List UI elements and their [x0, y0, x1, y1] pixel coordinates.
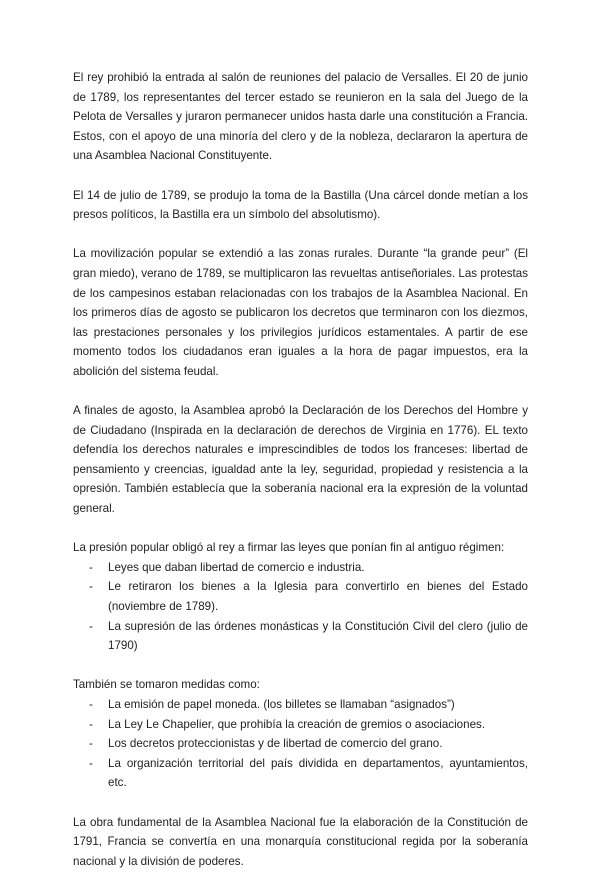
bullet-dash: -: [89, 619, 93, 633]
bullet-dash: -: [89, 698, 93, 711]
paragraph-constitucion-1791: La obra fundamental de la Asamblea Nacional fue la elaboración de la Constitución de 1791, Francia se convertía en una monarquía constitucional regida por la soberanía nacional y la división de poderes.: [73, 815, 528, 868]
list-item: [73, 558, 528, 578]
paragraph-medidas: También se tomaron medidas como:: [73, 678, 260, 692]
paragraph-declaracion: A finales de agosto, la Asamblea aprobó la Declaración de los Derechos del Hombre y de Ciudadano (Inspirada en la declaración de derechos de Virginia en 1776). EL texto defendía los derechos naturales e imprescindibles de todos los franceses: libertad de pensamiento y creencias, igualdad ante la ley, seguridad, propiedad y resistencia a la opresión. También establecía que la soberanía nacional era la expresión de la voluntad general.: [73, 404, 528, 516]
bullet-dash: -: [89, 717, 93, 731]
list-item-text: Le retiraron los bienes a la Iglesia para convertirlo en bienes del Estado (noviembre de 1789).: [108, 580, 528, 614]
list-item: [73, 715, 528, 735]
list-item: [73, 734, 528, 754]
list-item-text: Leyes que daban libertad de comercio e industria.: [108, 560, 365, 574]
list-item-text: La emisión de papel moneda. (los billetes se llamaban “asignados”): [108, 698, 455, 711]
bullet-dash: -: [89, 737, 93, 751]
list-item: [73, 577, 528, 616]
paragraph-grande-peur: La movilización popular se extendió a las zonas rurales. Durante “la grande peur” (El gran miedo), verano de 1789, se multiplicaron las revueltas antiseñoriales. Las protestas de los campesinos estaban relacionadas con los trabajos de la Asamblea Nacional. En los primeros días de agosto se publicaron los decretos que terminaron con los diezmos, las prestaciones personales y los privilegios jurídicos estamentales. A partir de ese momento todos los ciudadanos eran iguales a la hora de pagar impuestos, era la abolición del sistema feudal.: [73, 247, 528, 378]
paragraph-bastilla: El 14 de julio de 1789, se produjo la toma de la Bastilla (Una cárcel donde metían a los presos políticos, la Bastilla era un símbolo del absolutismo).: [73, 188, 528, 222]
paragraph-versalles: El rey prohibió la entrada al salón de reuniones del palacio de Versalles. El 20 de junio de 1789, los representantes del tercer estado se reunieron en la sala del Juego de la Pelota de Versalles y juraron permanecer unidos hasta darle una constitución a Francia. Estos, con el apoyo de una minoría del clero y de la nobleza, declararon la apertura de una Asamblea Nacional Constituyente.: [73, 71, 528, 163]
document-page: [73, 68, 528, 891]
bullet-dash: -: [89, 756, 93, 770]
list-item-text: La organización territorial del país dividida en departamentos, ayuntamientos, etc.: [108, 756, 528, 790]
list-item-text: La Ley Le Chapelier, que prohibía la creación de gremios o asociaciones.: [108, 717, 486, 731]
list-item-text: La supresión de las órdenes monásticas y la Constitución Civil del clero (julio de 1790): [108, 619, 528, 653]
measures-list: [73, 695, 528, 793]
list-item: [73, 617, 528, 656]
bullet-dash: -: [89, 560, 93, 574]
list-item: [73, 695, 528, 715]
bullet-dash: -: [89, 580, 93, 594]
paragraph-presion-popular: La presión popular obligó al rey a firmar las leyes que ponían fin al antiguo régimen:: [73, 541, 505, 555]
list-item: [73, 754, 528, 793]
laws-list: [73, 558, 528, 656]
list-item-text: Los decretos proteccionistas y de libertad de comercio del grano.: [108, 737, 443, 751]
